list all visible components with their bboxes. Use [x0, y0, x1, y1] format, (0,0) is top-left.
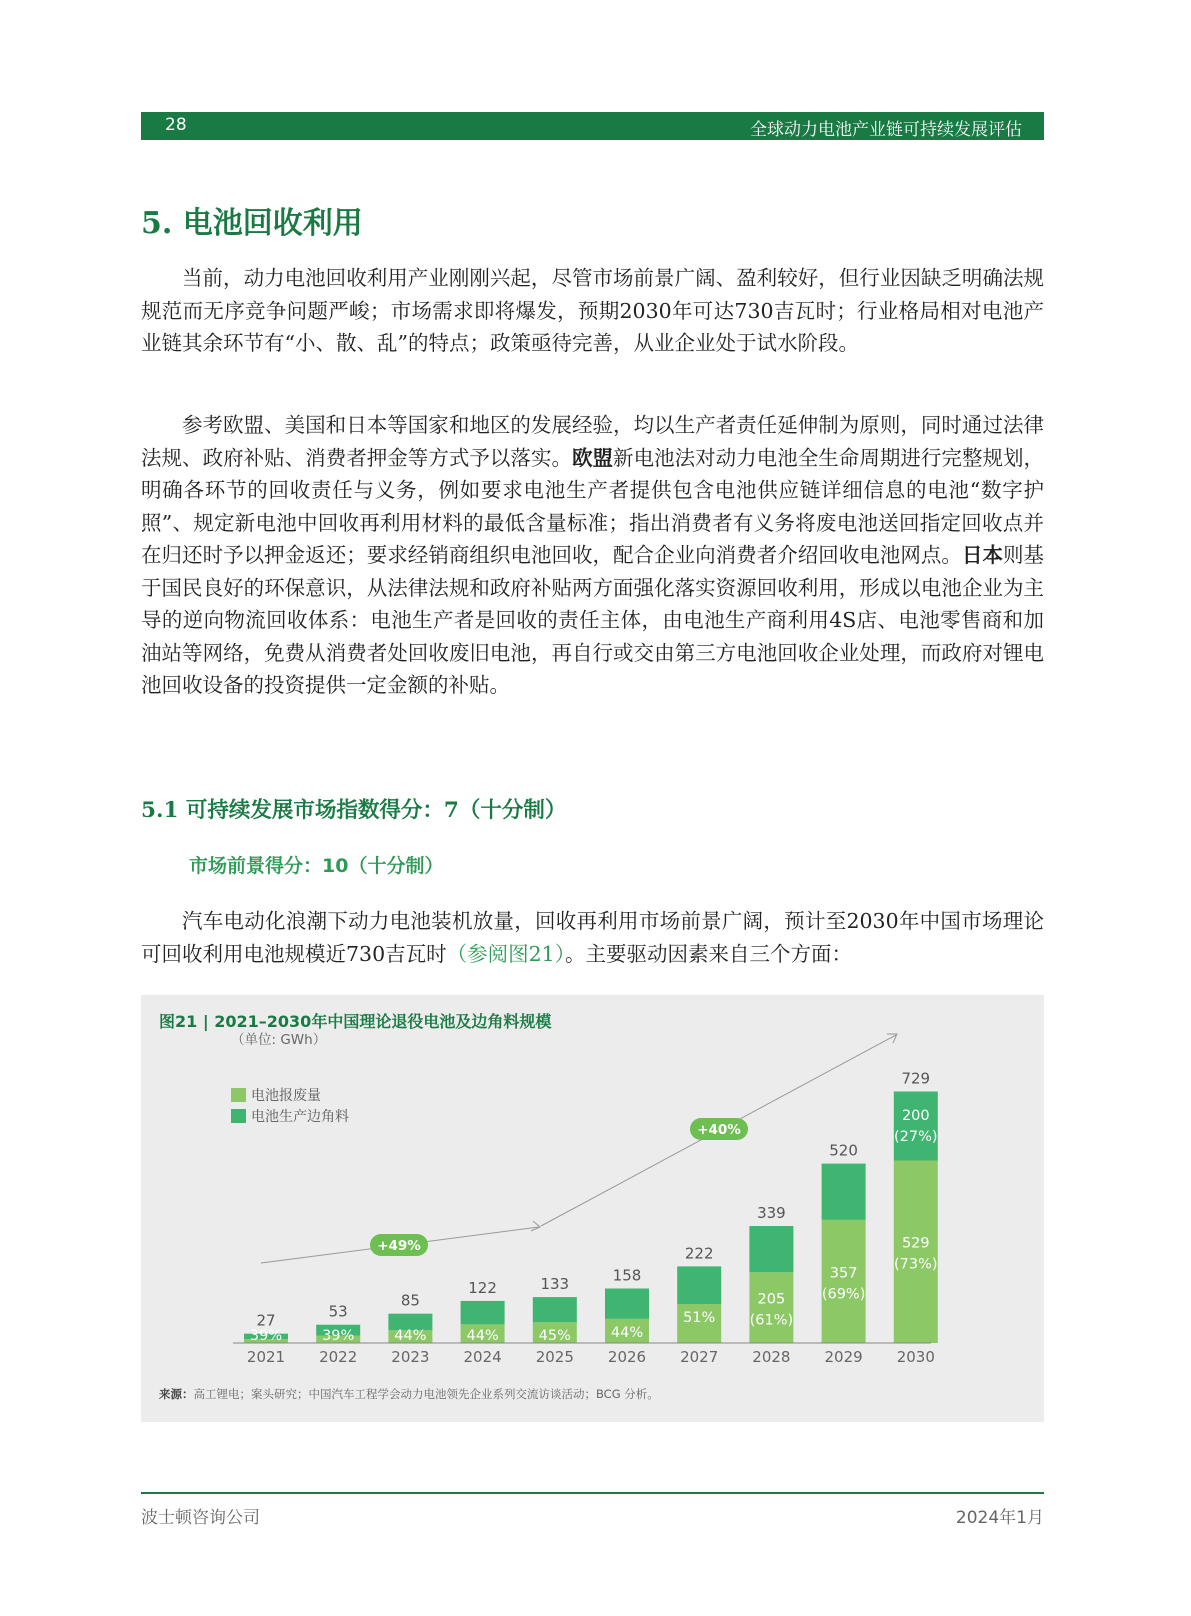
- section-title: 5. 电池回收利用: [141, 206, 363, 241]
- bar-offcut-2027: [677, 1266, 721, 1304]
- header-bar: [141, 112, 1044, 140]
- figure-source-text: 高工锂电；案头研究；中国汽车工程学会动力电池领先企业系列交流访谈活动；BCG 分析。: [193, 1387, 659, 1401]
- x-tick-2028: 2028: [752, 1348, 791, 1366]
- growth-label-2: +40%: [697, 1122, 741, 1138]
- footer-date: 2024年1月: [955, 1508, 1044, 1528]
- bar-offcut-2024: [461, 1301, 505, 1324]
- legend-swatch-offcut: [231, 1109, 246, 1123]
- paragraph-3: [141, 905, 1044, 970]
- total-label-2021: 27: [256, 1311, 276, 1330]
- bar-offcut-2028: [749, 1226, 793, 1272]
- total-label-2030: 729: [901, 1069, 931, 1088]
- paragraph-2-text-a: 参考欧盟、美国和日本等国家和地区的发展经验，均以生产者责任延伸制为原则，同时通过法律法规、政府补贴、消费者押金等方式予以落实。: [141, 413, 1044, 470]
- scrap-label-2025: 45%: [538, 1328, 571, 1344]
- figure-source-label: 来源：: [159, 1387, 194, 1401]
- bar-offcut-2029: [822, 1164, 866, 1220]
- x-tick-2025: 2025: [535, 1348, 574, 1366]
- scrap-label-2027: 51%: [683, 1310, 716, 1327]
- bar-offcut-2025: [533, 1297, 577, 1322]
- footer-company: 波士顿咨询公司: [141, 1508, 260, 1528]
- x-tick-2024: 2024: [463, 1348, 502, 1366]
- offcut-label-2030: 200 (27%): [894, 1107, 938, 1145]
- growth-label-1: +49%: [377, 1238, 421, 1254]
- x-tick-2022: 2022: [319, 1348, 358, 1366]
- x-tick-2023: 2023: [391, 1348, 430, 1366]
- trend-arrowhead-1: [531, 1221, 540, 1231]
- paragraph-1: 当前，动力电池回收利用产业刚刚兴起，尽管市场前景广阔、盈利较好，但行业因缺乏明确法规规范而无序竞争问题严峻；市场需求即将爆发，预期2030年可达730吉瓦时；行业格局相对电池产业链其余环节有“小、散、乱”的特点；政策亟待完善，从业企业处于试水阶段。: [141, 266, 1044, 355]
- figure-21: [141, 995, 1044, 1422]
- legend-swatch-scrap: [231, 1088, 246, 1102]
- paragraph-2-text-c: 则基于国民良好的环保意识，从法律法规和政府补贴两方面强化落实资源回收利用，形成以电池企业为主导的逆向物流回收体系：电池生产者是回收的责任主体，由电池生产商利用4S店、电池零售商和加油站等网络，免费从消费者处回收废旧电池，再自行或交由第三方电池回收企业处理，而政府对锂电池回收设备的投资提供一定金额的补贴。: [141, 543, 1045, 697]
- subsubsection-title: 市场前景得分：10（十分制）: [189, 855, 444, 877]
- total-label-2027: 222: [684, 1244, 714, 1263]
- legend-label-offcut: 电池生产边角料: [251, 1109, 349, 1125]
- scrap-label-2022: 39%: [322, 1328, 355, 1344]
- total-label-2025: 133: [540, 1275, 570, 1294]
- scrap-label-2024: 44%: [466, 1328, 499, 1344]
- paragraph-3-text-b: 。主要驱动因素来自三个方面：: [564, 941, 852, 966]
- scrap-label-2028: 205 (61%): [749, 1291, 794, 1329]
- scrap-label-2030: 529 (73%): [894, 1235, 938, 1273]
- bar-offcut-2026: [605, 1288, 649, 1318]
- scrap-label-2023: 44%: [394, 1328, 427, 1344]
- paragraph-2: [141, 409, 1044, 702]
- subsection-title: 5.1 可持续发展市场指数得分：7（十分制）: [141, 798, 567, 823]
- figure-source: [159, 1386, 659, 1402]
- scrap-label-2026: 44%: [610, 1324, 644, 1341]
- total-label-2028: 339: [757, 1204, 786, 1223]
- legend-label-scrap: 电池报废量: [251, 1088, 321, 1104]
- bar-offcut-2030: [894, 1091, 938, 1160]
- x-tick-2029: 2029: [824, 1348, 863, 1366]
- page-number: 28: [165, 115, 187, 135]
- paragraph-2-bold-japan: 日本: [961, 543, 1003, 567]
- bar-chart: [141, 995, 1044, 1375]
- total-label-2022: 53: [328, 1302, 348, 1321]
- x-tick-2030: 2030: [896, 1348, 935, 1366]
- total-label-2023: 85: [400, 1291, 420, 1310]
- report-title: 全球动力电池产业链可持续发展评估: [750, 120, 1022, 140]
- x-tick-2026: 2026: [607, 1348, 647, 1366]
- scrap-label-2029: 357 (69%): [821, 1265, 866, 1303]
- x-tick-2021: 2021: [246, 1348, 286, 1366]
- footer-divider: [141, 1492, 1044, 1494]
- scrap-label-2021: 39%: [249, 1328, 283, 1344]
- figure-title: 图21 | 2021–2030年中国理论退役电池及边角料规模: [159, 1012, 552, 1031]
- unit-label: （单位: GWh）: [231, 1032, 327, 1048]
- total-label-2029: 520: [829, 1141, 858, 1160]
- x-tick-2027: 2027: [680, 1348, 719, 1366]
- paragraph-3-text-a: 汽车电动化浪潮下动力电池装机放量，回收再利用市场前景广阔，预计至2030年中国市场理论可回收利用电池规模近730吉瓦时: [141, 909, 1044, 966]
- total-label-2026: 158: [612, 1266, 642, 1285]
- total-label-2024: 122: [468, 1278, 497, 1297]
- paragraph-2-text-b: 新电池法对动力电池全生命周期进行完整规划，明确各环节的回收责任与义务，例如要求电池生产者提供包含电池供应链详细信息的电池“数字护照”、规定新电池中回收再利用材料的最低含量标准；指出消费者有义务将废电池送回指定回收点并在归还时予以押金返还；要求经销商组织电池回收，配合企业向消费者介绍回收电池网点。: [141, 445, 1045, 567]
- paragraph-2-bold-eu: 欧盟: [572, 445, 614, 470]
- figure-reference-link[interactable]: （参阅图21）: [446, 941, 565, 966]
